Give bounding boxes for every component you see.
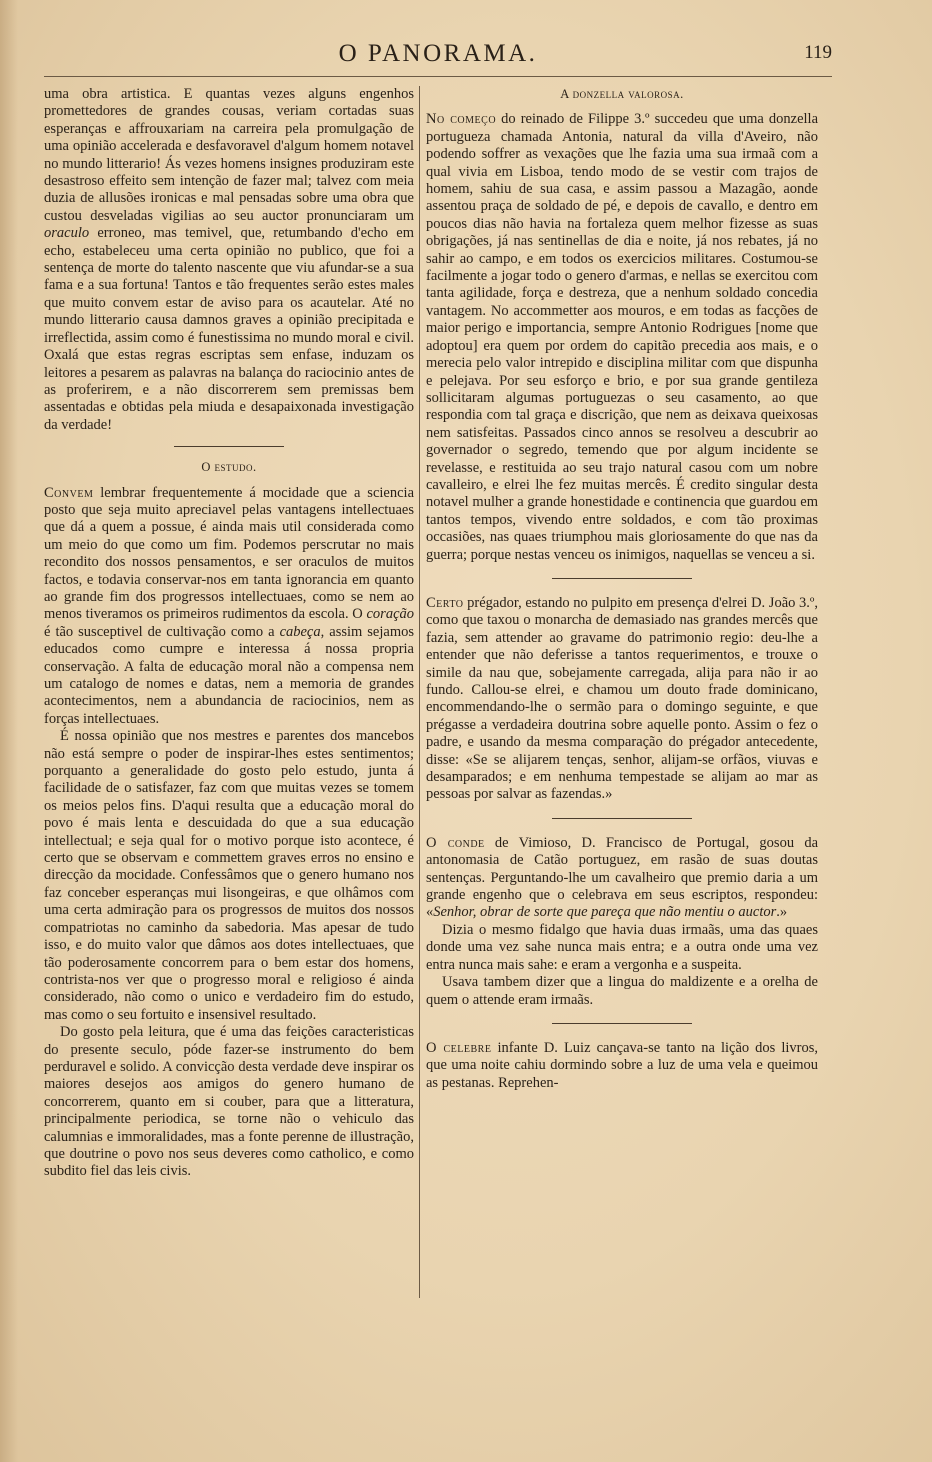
article-continuation: [44, 86, 414, 434]
binding-shadow: [0, 0, 18, 1462]
vimioso-paragraph: [426, 835, 818, 922]
section-separator: [174, 446, 284, 447]
text-run: do reinado de Filippe 3.º succedeu que uma donzella portugueza chamada Antonia, natural da villa d'Aveiro, não podendo soffrer as vexações que lhe fazia uma sua irmaã com a qual vivia em Lisboa, tendo modo de se vestir com trajos de homem, sahiu de sua casa, e assim passou a Mazagão, aonde assentou praça de soldado de pé, e depois de cavallo, e dentro em poucos dias não havia na fortaleza quem melhor fizesse as suas obrigações, já nas sentinellas de dia e noite, já nos rebates, já no sahir ao campo, e em todos os exercicios militares. Costumou-se facilmente a jogar todo o genero d'armas, e nellas se exercitou com tanta agilidade, força e destreza, que a nenhum soldado concedia vantagem. No accommetter aos mouros, e em todas as facções de maior perigo e importancia, sempre Antonio Rodrigues [nome que adoptou] era quem por ordem do capitão precedia aos mais, e o merecia pelo valor intrepido e disciplina militar com que dispunha e pelejava. Por seu esforço e brio, e por sua grande gentileza sollicitaram algumas portuguezas o seu casamento, ao que respondia com tal graça e discrição, que nem as deixava queixosas nem satisfeitas. Passados cinco annos se resolveu a descubrir ao governador o segredo, temendo que por algum incidente se revelasse, e restituida ao seu trajo natural casou com um nobre cavalleiro, e elrei lhe fez muitas mercês. É credito singular desta notavel mulher a grande honestidade e continencia que guardou em tantos tempos, vivendo entre soldados, e com tão proximas occasiões, nas quaes triumphou mais gloriosamente do que nas da guerra; porque nestas venceu os inimigos, naquellas se venceu a si.: [426, 111, 818, 563]
italic-quote: Senhor, obrar de sorte que pareça que não mentiu o auctor: [433, 904, 777, 921]
section-separator: [552, 578, 692, 579]
page-header: [44, 36, 832, 72]
italic-term: cabeça: [279, 623, 321, 640]
section-separator: [552, 818, 692, 819]
text-run: prégador, estando no pulpito em presença d'elrei D. João 3.º, como que taxou o monarcha de demasiado nas grandes mercês que fazia, sem attender ao gravame do patrimonio regio: deu-lhe a entender que não deferisse a tantos requerimentos, e trouxe o simile da nau que, sobejamente carregada, alija para não ir ao fundo. Callou-se elrei, e chamou um douto frade dominicano, encommendando-lhe o sermão para o domingo seguinte, e que prégasse a verdadeira doutrina sobre aquelle ponto. Assim o fez o padre, e usando da mesma comparação do prégador antecedente, disse: «Se se alijarem tenças, senhor, alijam-se orfãos, viuvas e desamparados; e em nenhuma tempestade se alijam ao mar as pessoas por salvar as fazendas.»: [426, 594, 819, 803]
left-column: [44, 86, 414, 1181]
right-column: [426, 86, 818, 1092]
section-heading-donzella: A donzella valorosa.: [560, 87, 684, 101]
section-heading-estudo: O estudo.: [201, 460, 257, 475]
lead-word: Certo: [426, 594, 464, 611]
text-run: uma obra artistica. E quantas vezes alguns engenhos promettedores de grandes cousas, veriam cortadas suas esperanças e affrouxariam na carreira pela promulgação de uma opinião accelerada e desfavoravel d'algum homem notavel no mundo litterario! Ás vezes homens insignes produziram este desastroso effeito sem intenção de fazer mal; talvez com meia duzia de allusões ironicas e mal pensadas sobre uma obra que custou desveladas vigilias ao seu auctor pronunciaram um: [44, 86, 414, 224]
lead-word: No começo: [426, 111, 497, 128]
header-rule: [44, 76, 832, 77]
estudo-paragraph-2: É nossa opinião que nos mestres e parentes dos mancebos não está sempre o poder de inspirar-lhes estes sentimentos; porquanto a generalidade do gosto pelo estudo, junta á facilidade de o satisfazer, faz com que muitas vezes se tomem os meios pelos fins. D'aqui resulta que a educação moral do povo é mais lenta e descuidada do que a sua educação intellectual; e seja qual for o motivo porque isto acontece, é certo que se observam e commettem graves erros no ensino e direcção da mocidade. Confessâmos que o genero humano nos faz conceber esperanças mui lisongeiras, e que olhâmos com uma certa admiração para os progressos de muitos dos nossos compatriotas no caminho da sabedoria. Mas apesar de tudo isso, e do muito valor que dâmos aos dotes intellectuaes, que tão poderosamente concorrem para o bem estar dos homens, contrista-nos ver que o progresso moral e religioso é ainda considerado, não como o unico e verdadeiro fim do estudo, mas como o seu fortuito e insensivel resultado.: [44, 728, 414, 1023]
vimioso-paragraph-3: Usava tambem dizer que a lingua do maldizente e a orelha de quem o attende eram irmaãs.: [426, 974, 818, 1008]
italic-term: coração: [366, 606, 414, 623]
pregador-paragraph: [426, 595, 818, 804]
vimioso-paragraph-2: Dizia o mesmo fidalgo que havia duas irmaãs, uma das quaes donde uma vez sahe nunca mais entra; e a outra onde uma vez entra nunca mais sahe: e eram a vergonha e a suspeita.: [426, 921, 818, 973]
donzella-paragraph: [426, 111, 818, 564]
estudo-paragraph-3: Do gosto pela leitura, que é uma das feições caracteristicas do presente seculo, póde fazer-se instrumento do bem perduravel e solido. A convicção desta verdade deve inspirar os maiores desejos aos amigos do genero humano de concorrerem, quanto em si couber, para que a litteratura, principalmente periodica, se torne não o vehiculo das calumnias e immoralidades, mas a fonte perenne de illustração, que doutrine o povo nos seus deveres como catholico, e como subdito fiel das leis civis.: [44, 1024, 414, 1180]
text-run: , assim sejamos educados como cumpre e interessa á nossa propria conservação. A falta de educação moral não a compensa nem um catalogo de nomes e datas, nem a memoria de grandes acontecimentos, nem a abundancia de raciocinios, nem as forças intellectuaes.: [44, 623, 415, 727]
lead-word: O conde: [426, 834, 485, 851]
text-run: lembrar frequentemente á mocidade que a sciencia posto que seja muito apreciavel pelas vantagens intellectuaes que dá a quem a possue, é ainda mais util considerada como um meio do que como um fim. Podemos perscrutar no mais recondito dos nossos pensamentos, e ser oraculos de muitos factos, e todavia conservar-nos em tanta ignorancia em quanto ao grande fim dos progressos intellectuaes, como se nem ao menos tiveramos os primeiros rudimentos da escola. O: [44, 484, 415, 623]
text-run: de Vimioso, D. Francisco de Portugal, gosou da antonomasia de Catão portuguez, em rasão de suas doutas sentenças. Perguntando-lhe um cavalheiro que premio daria a um grande engenho que o celebrava em seus escriptos, respondeu: «: [426, 834, 819, 921]
infante-paragraph: [426, 1040, 818, 1092]
text-run: .»: [776, 904, 788, 921]
section-separator: [552, 1023, 692, 1024]
text-run: é tão susceptivel de cultivação como a: [44, 623, 275, 640]
italic-term: oraculo: [44, 225, 90, 242]
text-run: erroneo, mas temivel, que, retumbando d'echo em echo, estabeleceu uma certa opinião no publico, que foi a sentença de morte do talento nascente que viu afundar-se a sua fama e a sua fortuna! Tantos e tão frequentes serão estes males que muito convem estar de aviso para os acautelar. Até no mundo litterario causa damnos graves a opinião precipitada e irreflectida, assim como é funestissima no mundo moral e civil. Oxalá que estas regras escriptas sem enfase, induzam os leitores a pesarem as palavras na balança do raciocinio antes de as proferirem, e a não discorrerem sem premissas bem assentadas e obtidas pela miuda e desapaixonada investigação da verdade!: [44, 225, 414, 433]
lead-word: Convem: [44, 484, 94, 501]
text-run: infante D. Luiz cançava-se tanto na lição dos livros, que uma noite cahiu dormindo sobre a luz de uma vela e queimou as pestanas. Reprehen-: [426, 1039, 819, 1091]
estudo-paragraph-1: [44, 485, 414, 729]
page-number: 119: [804, 42, 832, 63]
column-divider: [419, 86, 420, 1298]
publication-title: O PANORAMA.: [338, 40, 538, 67]
lead-word: O celebre: [426, 1039, 492, 1056]
